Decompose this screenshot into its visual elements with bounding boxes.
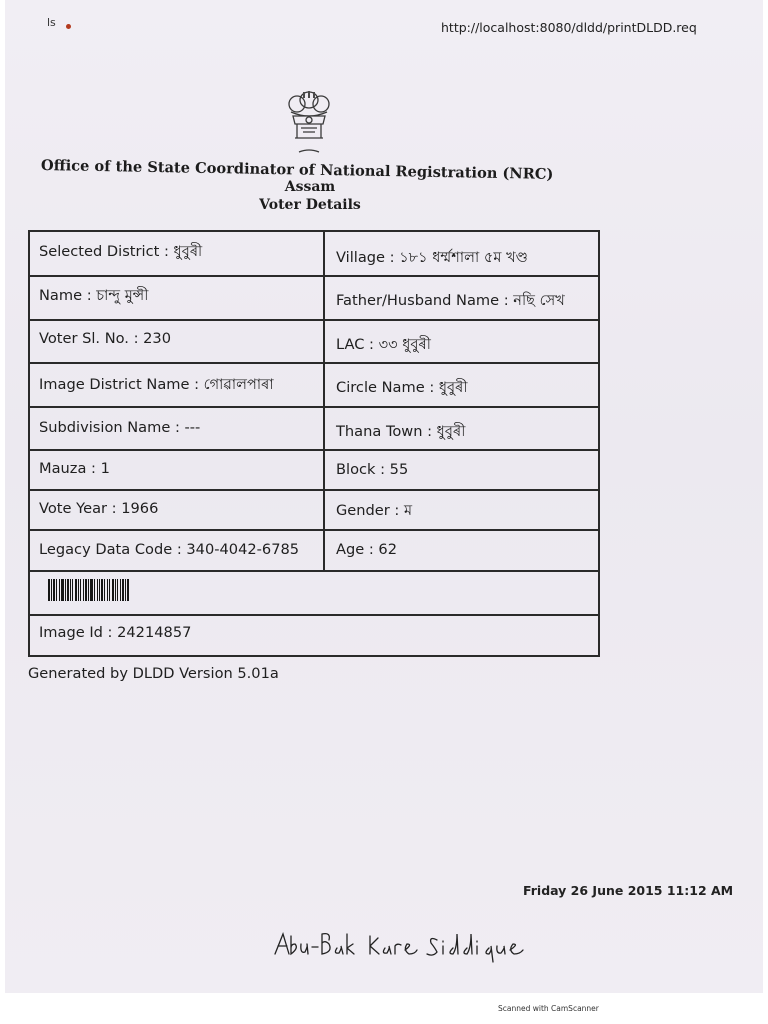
image-id: Image Id : 24214857 (39, 624, 192, 641)
section-title: Voter Details (259, 197, 361, 213)
vote-year: Vote Year : 1966 (39, 500, 159, 517)
circle-name: Circle Name : ধুবুৰী (336, 379, 468, 396)
father-husband-name: Father/Husband Name : নছি সেখ (336, 292, 565, 309)
thana-town: Thana Town : ধুবুৰী (336, 423, 466, 440)
scanner-watermark: Scanned with CamScanner (498, 1004, 599, 1013)
selected-district: Selected District : ধুবুৰী (39, 243, 203, 260)
national-emblem-icon (283, 86, 335, 162)
barcode-icon (48, 579, 172, 601)
voter-name: Name : চান্দু মুন্সী (39, 287, 149, 304)
print-url: http://localhost:8080/dldd/printDLDD.req (441, 20, 697, 35)
legacy-data-code: Legacy Data Code : 340-4042-6785 (39, 541, 300, 558)
scanned-page (5, 0, 763, 993)
corner-mark: ls (47, 16, 56, 29)
voter-details-table (28, 227, 600, 657)
gender: Gender : ম (336, 502, 413, 519)
print-date: Friday 26 June 2015 11:12 AM (523, 883, 734, 898)
lac: LAC : ৩৩ ধুবুৰী (336, 336, 431, 353)
age: Age : 62 (336, 541, 397, 558)
generated-by: Generated by DLDD Version 5.01a (28, 665, 279, 682)
voter-serial-no: Voter Sl. No. : 230 (39, 330, 171, 347)
village: Village : ১৮১ ধৰ্ম্মশালা ৫ম খণ্ড (336, 249, 529, 266)
handwritten-signature (267, 926, 531, 966)
subdivision-name: Subdivision Name : --- (39, 419, 201, 436)
block: Block : 55 (336, 461, 409, 478)
image-district-name: Image District Name : গোৱালপাৰা (39, 376, 274, 393)
mauza: Mauza : 1 (39, 460, 110, 477)
ink-dot (66, 24, 71, 29)
office-title: Office of the State Coordinator of National Registration (NRC) (40, 157, 554, 183)
state-name: Assam (284, 179, 336, 195)
